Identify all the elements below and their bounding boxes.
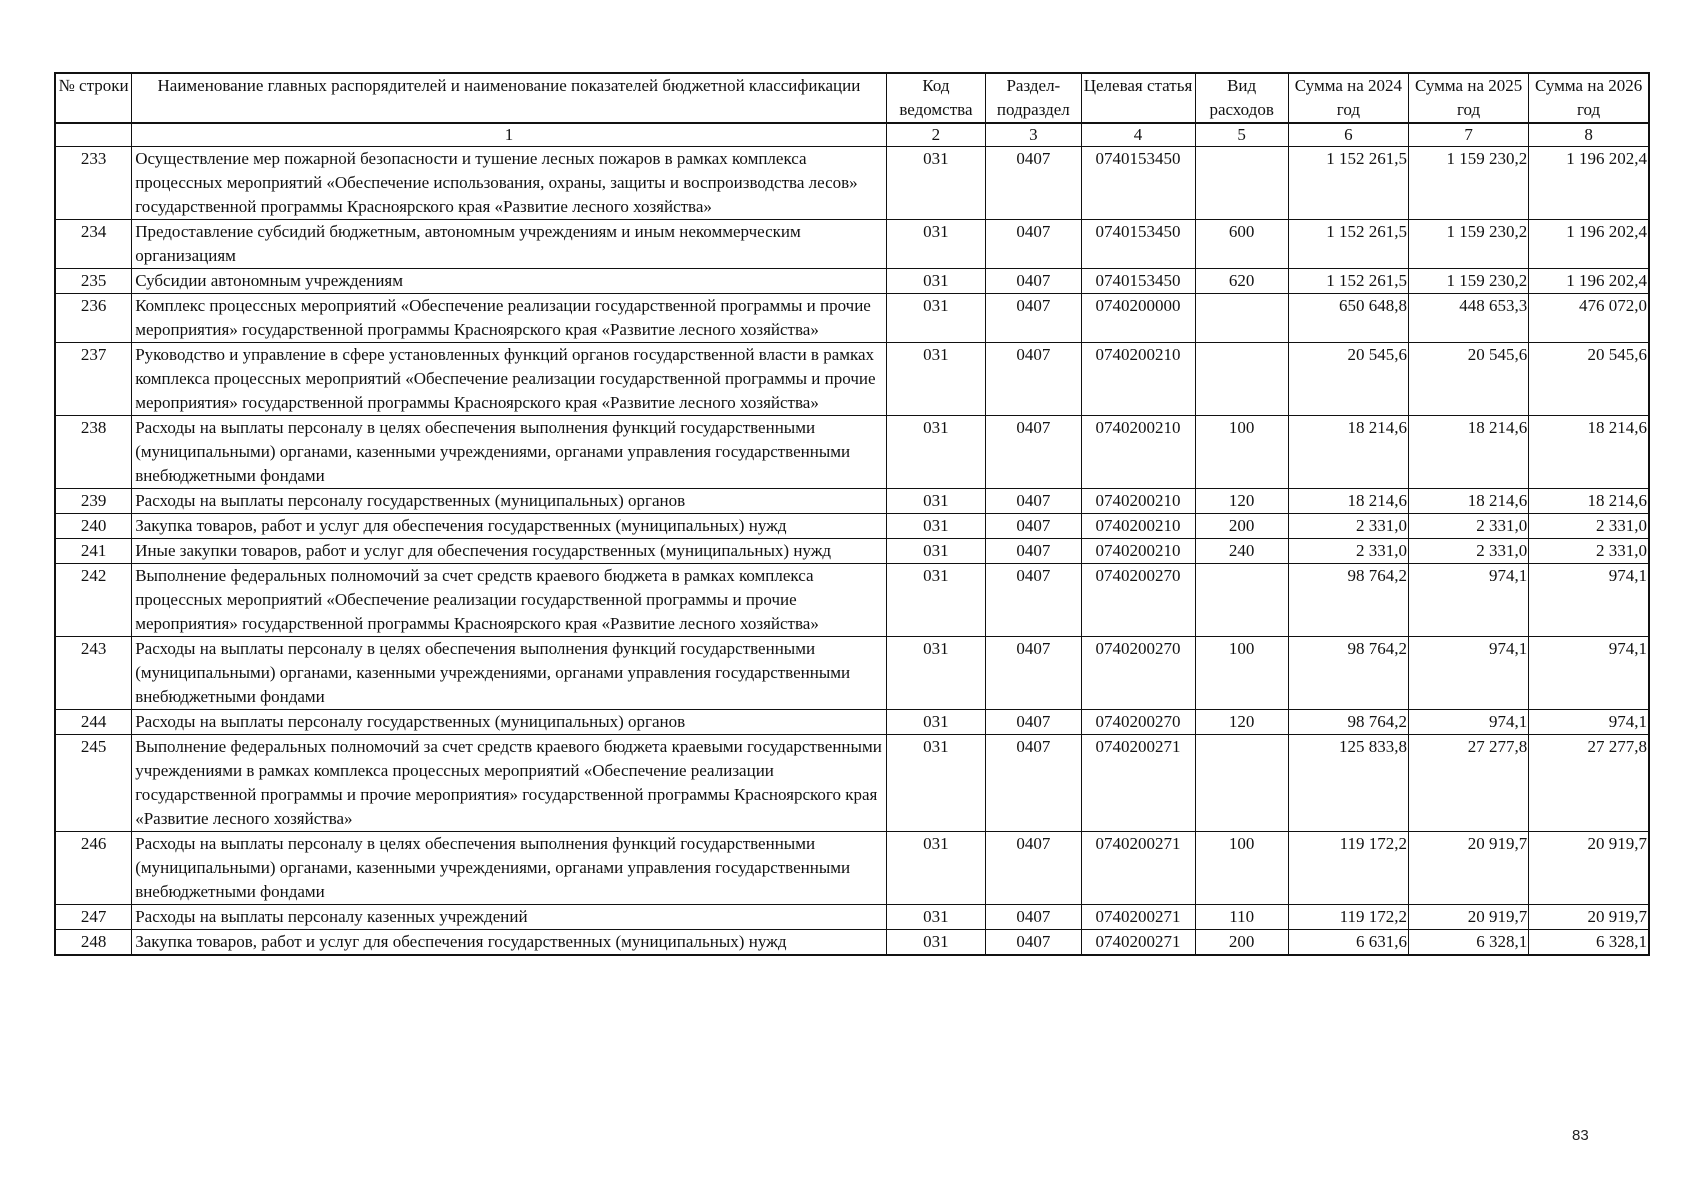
row-target-item: 0740200271	[1081, 735, 1195, 832]
column-index-cell: 1	[132, 123, 887, 147]
row-name: Комплекс процессных мероприятий «Обеспечение реализации государственной программы и прочие мероприятия» государственной программы Красноярского края «Развитие лесного хозяйства»	[132, 294, 887, 343]
row-expense-type: 620	[1195, 269, 1288, 294]
column-index-cell: 2	[886, 123, 985, 147]
budget-table-page	[54, 72, 1650, 956]
header-row-no: № строки	[55, 73, 132, 123]
row-sum-2025: 974,1	[1409, 710, 1529, 735]
row-section: 0407	[986, 539, 1081, 564]
row-sum-2025: 448 653,3	[1409, 294, 1529, 343]
header-target-item: Целевая статья	[1081, 73, 1195, 123]
row-dept-code: 031	[886, 539, 985, 564]
row-sum-2026: 20 919,7	[1529, 905, 1649, 930]
row-sum-2025: 27 277,8	[1409, 735, 1529, 832]
row-section: 0407	[986, 269, 1081, 294]
header-sum-2026: Сумма на 2026 год	[1529, 73, 1649, 123]
table-body	[55, 147, 1649, 956]
table-row	[55, 343, 1649, 416]
row-section: 0407	[986, 416, 1081, 489]
row-name: Расходы на выплаты персоналу государственных (муниципальных) органов	[132, 710, 887, 735]
row-sum-2025: 1 159 230,2	[1409, 220, 1529, 269]
table-row	[55, 832, 1649, 905]
row-sum-2024: 1 152 261,5	[1288, 147, 1408, 220]
row-name: Расходы на выплаты персоналу государственных (муниципальных) органов	[132, 489, 887, 514]
row-expense-type: 200	[1195, 514, 1288, 539]
row-target-item: 0740200210	[1081, 416, 1195, 489]
row-section: 0407	[986, 220, 1081, 269]
row-number: 234	[55, 220, 132, 269]
row-sum-2024: 98 764,2	[1288, 564, 1408, 637]
row-target-item: 0740200270	[1081, 637, 1195, 710]
table-row	[55, 710, 1649, 735]
row-section: 0407	[986, 710, 1081, 735]
row-number: 235	[55, 269, 132, 294]
row-target-item: 0740200270	[1081, 564, 1195, 637]
row-sum-2024: 98 764,2	[1288, 710, 1408, 735]
row-number: 247	[55, 905, 132, 930]
row-number: 236	[55, 294, 132, 343]
row-sum-2026: 1 196 202,4	[1529, 269, 1649, 294]
column-index-cell: 7	[1409, 123, 1529, 147]
row-number: 239	[55, 489, 132, 514]
row-name: Расходы на выплаты персоналу в целях обеспечения выполнения функций государственными (муниципальными) органами, казенными учреждениями, органами управления государственными внебюджетными фондами	[132, 416, 887, 489]
row-sum-2025: 1 159 230,2	[1409, 269, 1529, 294]
row-number: 244	[55, 710, 132, 735]
row-section: 0407	[986, 343, 1081, 416]
column-index-cell: 5	[1195, 123, 1288, 147]
row-expense-type: 100	[1195, 832, 1288, 905]
row-expense-type: 200	[1195, 930, 1288, 956]
row-dept-code: 031	[886, 147, 985, 220]
table-row	[55, 416, 1649, 489]
row-name: Закупка товаров, работ и услуг для обеспечения государственных (муниципальных) нужд	[132, 514, 887, 539]
row-dept-code: 031	[886, 832, 985, 905]
row-sum-2026: 476 072,0	[1529, 294, 1649, 343]
row-expense-type	[1195, 343, 1288, 416]
row-section: 0407	[986, 147, 1081, 220]
row-section: 0407	[986, 514, 1081, 539]
row-name: Расходы на выплаты персоналу в целях обеспечения выполнения функций государственными (муниципальными) органами, казенными учреждениями, органами управления государственными внебюджетными фондами	[132, 637, 887, 710]
row-name: Иные закупки товаров, работ и услуг для обеспечения государственных (муниципальных) нужд	[132, 539, 887, 564]
row-number: 238	[55, 416, 132, 489]
budget-table	[54, 72, 1650, 956]
header-sum-2024: Сумма на 2024 год	[1288, 73, 1408, 123]
row-sum-2024: 1 152 261,5	[1288, 220, 1408, 269]
table-row	[55, 539, 1649, 564]
row-target-item: 0740200271	[1081, 905, 1195, 930]
row-dept-code: 031	[886, 564, 985, 637]
row-target-item: 0740200210	[1081, 539, 1195, 564]
row-sum-2025: 974,1	[1409, 637, 1529, 710]
row-name: Расходы на выплаты персоналу в целях обеспечения выполнения функций государственными (муниципальными) органами, казенными учреждениями, органами управления государственными внебюджетными фондами	[132, 832, 887, 905]
row-target-item: 0740200210	[1081, 343, 1195, 416]
row-sum-2024: 1 152 261,5	[1288, 269, 1408, 294]
row-sum-2024: 6 631,6	[1288, 930, 1408, 956]
row-sum-2026: 1 196 202,4	[1529, 147, 1649, 220]
row-dept-code: 031	[886, 294, 985, 343]
row-name: Осуществление мер пожарной безопасности и тушение лесных пожаров в рамках комплекса процессных мероприятий «Обеспечение использования, охраны, защиты и воспроизводства лесов» государственной программы Красноярского края «Развитие лесного хозяйства»	[132, 147, 887, 220]
row-number: 240	[55, 514, 132, 539]
table-row	[55, 564, 1649, 637]
row-section: 0407	[986, 637, 1081, 710]
row-name: Расходы на выплаты персоналу казенных учреждений	[132, 905, 887, 930]
row-sum-2026: 6 328,1	[1529, 930, 1649, 956]
row-sum-2026: 974,1	[1529, 564, 1649, 637]
row-target-item: 0740200210	[1081, 489, 1195, 514]
table-row	[55, 637, 1649, 710]
row-name: Предоставление субсидий бюджетным, автономным учреждениям и иным некоммерческим организациям	[132, 220, 887, 269]
row-dept-code: 031	[886, 269, 985, 294]
row-sum-2025: 2 331,0	[1409, 514, 1529, 539]
row-sum-2025: 2 331,0	[1409, 539, 1529, 564]
row-target-item: 0740200271	[1081, 930, 1195, 956]
column-index-cell	[55, 123, 132, 147]
table-row	[55, 735, 1649, 832]
row-expense-type	[1195, 147, 1288, 220]
header-expense-type: Вид расходов	[1195, 73, 1288, 123]
row-expense-type: 110	[1195, 905, 1288, 930]
row-section: 0407	[986, 930, 1081, 956]
row-sum-2024: 18 214,6	[1288, 489, 1408, 514]
row-dept-code: 031	[886, 637, 985, 710]
row-sum-2026: 2 331,0	[1529, 539, 1649, 564]
row-dept-code: 031	[886, 220, 985, 269]
row-sum-2024: 18 214,6	[1288, 416, 1408, 489]
row-section: 0407	[986, 905, 1081, 930]
row-section: 0407	[986, 564, 1081, 637]
row-dept-code: 031	[886, 514, 985, 539]
row-sum-2026: 20 545,6	[1529, 343, 1649, 416]
row-dept-code: 031	[886, 710, 985, 735]
row-expense-type	[1195, 735, 1288, 832]
column-index-cell: 6	[1288, 123, 1408, 147]
row-dept-code: 031	[886, 905, 985, 930]
header-section: Раздел-подраздел	[986, 73, 1081, 123]
row-expense-type: 120	[1195, 710, 1288, 735]
row-name: Субсидии автономным учреждениям	[132, 269, 887, 294]
row-sum-2024: 650 648,8	[1288, 294, 1408, 343]
row-name: Руководство и управление в сфере установленных функций органов государственной власти в рамках комплекса процессных мероприятий «Обеспечение реализации государственной программы и прочие мероприятия» государственной программы Красноярского края «Развитие лесного хозяйства»	[132, 343, 887, 416]
row-sum-2024: 20 545,6	[1288, 343, 1408, 416]
row-dept-code: 031	[886, 416, 985, 489]
row-target-item: 0740200000	[1081, 294, 1195, 343]
row-dept-code: 031	[886, 930, 985, 956]
row-sum-2024: 119 172,2	[1288, 832, 1408, 905]
row-number: 233	[55, 147, 132, 220]
row-target-item: 0740153450	[1081, 269, 1195, 294]
row-sum-2025: 18 214,6	[1409, 489, 1529, 514]
row-sum-2024: 2 331,0	[1288, 539, 1408, 564]
row-section: 0407	[986, 489, 1081, 514]
row-number: 245	[55, 735, 132, 832]
row-target-item: 0740200271	[1081, 832, 1195, 905]
row-expense-type	[1195, 294, 1288, 343]
row-section: 0407	[986, 832, 1081, 905]
row-sum-2026: 18 214,6	[1529, 416, 1649, 489]
table-row	[55, 514, 1649, 539]
column-index-cell: 3	[986, 123, 1081, 147]
row-dept-code: 031	[886, 343, 985, 416]
table-row	[55, 489, 1649, 514]
row-number: 248	[55, 930, 132, 956]
header-name: Наименование главных распорядителей и наименование показателей бюджетной классификации	[132, 73, 887, 123]
row-number: 241	[55, 539, 132, 564]
row-sum-2025: 18 214,6	[1409, 416, 1529, 489]
row-sum-2025: 6 328,1	[1409, 930, 1529, 956]
row-name: Закупка товаров, работ и услуг для обеспечения государственных (муниципальных) нужд	[132, 930, 887, 956]
row-expense-type	[1195, 564, 1288, 637]
row-number: 237	[55, 343, 132, 416]
row-number: 242	[55, 564, 132, 637]
row-sum-2025: 20 545,6	[1409, 343, 1529, 416]
table-row	[55, 930, 1649, 956]
table-row	[55, 220, 1649, 269]
row-sum-2026: 974,1	[1529, 637, 1649, 710]
row-expense-type: 240	[1195, 539, 1288, 564]
row-sum-2025: 974,1	[1409, 564, 1529, 637]
table-row	[55, 147, 1649, 220]
row-expense-type: 100	[1195, 416, 1288, 489]
row-section: 0407	[986, 294, 1081, 343]
column-index-row	[55, 123, 1649, 147]
page-number: 83	[1572, 1127, 1589, 1144]
row-sum-2024: 119 172,2	[1288, 905, 1408, 930]
row-target-item: 0740153450	[1081, 147, 1195, 220]
row-sum-2026: 18 214,6	[1529, 489, 1649, 514]
row-sum-2024: 98 764,2	[1288, 637, 1408, 710]
row-sum-2026: 1 196 202,4	[1529, 220, 1649, 269]
row-dept-code: 031	[886, 489, 985, 514]
row-sum-2026: 2 331,0	[1529, 514, 1649, 539]
row-sum-2025: 20 919,7	[1409, 905, 1529, 930]
row-sum-2026: 974,1	[1529, 710, 1649, 735]
row-expense-type: 600	[1195, 220, 1288, 269]
row-section: 0407	[986, 735, 1081, 832]
row-expense-type: 120	[1195, 489, 1288, 514]
column-index-cell: 4	[1081, 123, 1195, 147]
row-expense-type: 100	[1195, 637, 1288, 710]
column-index-cell: 8	[1529, 123, 1649, 147]
row-number: 243	[55, 637, 132, 710]
table-row	[55, 294, 1649, 343]
row-sum-2024: 2 331,0	[1288, 514, 1408, 539]
row-sum-2025: 20 919,7	[1409, 832, 1529, 905]
row-name: Выполнение федеральных полномочий за счет средств краевого бюджета в рамках комплекса процессных мероприятий «Обеспечение реализации государственной программы и прочие мероприятия» государственной программы Красноярского края «Развитие лесного хозяйства»	[132, 564, 887, 637]
row-target-item: 0740200210	[1081, 514, 1195, 539]
header-dept-code: Код ведомства	[886, 73, 985, 123]
row-sum-2026: 20 919,7	[1529, 832, 1649, 905]
row-target-item: 0740153450	[1081, 220, 1195, 269]
table-row	[55, 905, 1649, 930]
row-name: Выполнение федеральных полномочий за счет средств краевого бюджета краевыми государственными учреждениями в рамках комплекса процессных мероприятий «Обеспечение реализации государственной программы и прочие мероприятия» государственной программы Красноярского края «Развитие лесного хозяйства»	[132, 735, 887, 832]
header-sum-2025: Сумма на 2025 год	[1409, 73, 1529, 123]
header-row	[55, 73, 1649, 123]
row-sum-2025: 1 159 230,2	[1409, 147, 1529, 220]
row-dept-code: 031	[886, 735, 985, 832]
row-sum-2024: 125 833,8	[1288, 735, 1408, 832]
row-sum-2026: 27 277,8	[1529, 735, 1649, 832]
table-row	[55, 269, 1649, 294]
row-target-item: 0740200270	[1081, 710, 1195, 735]
row-number: 246	[55, 832, 132, 905]
